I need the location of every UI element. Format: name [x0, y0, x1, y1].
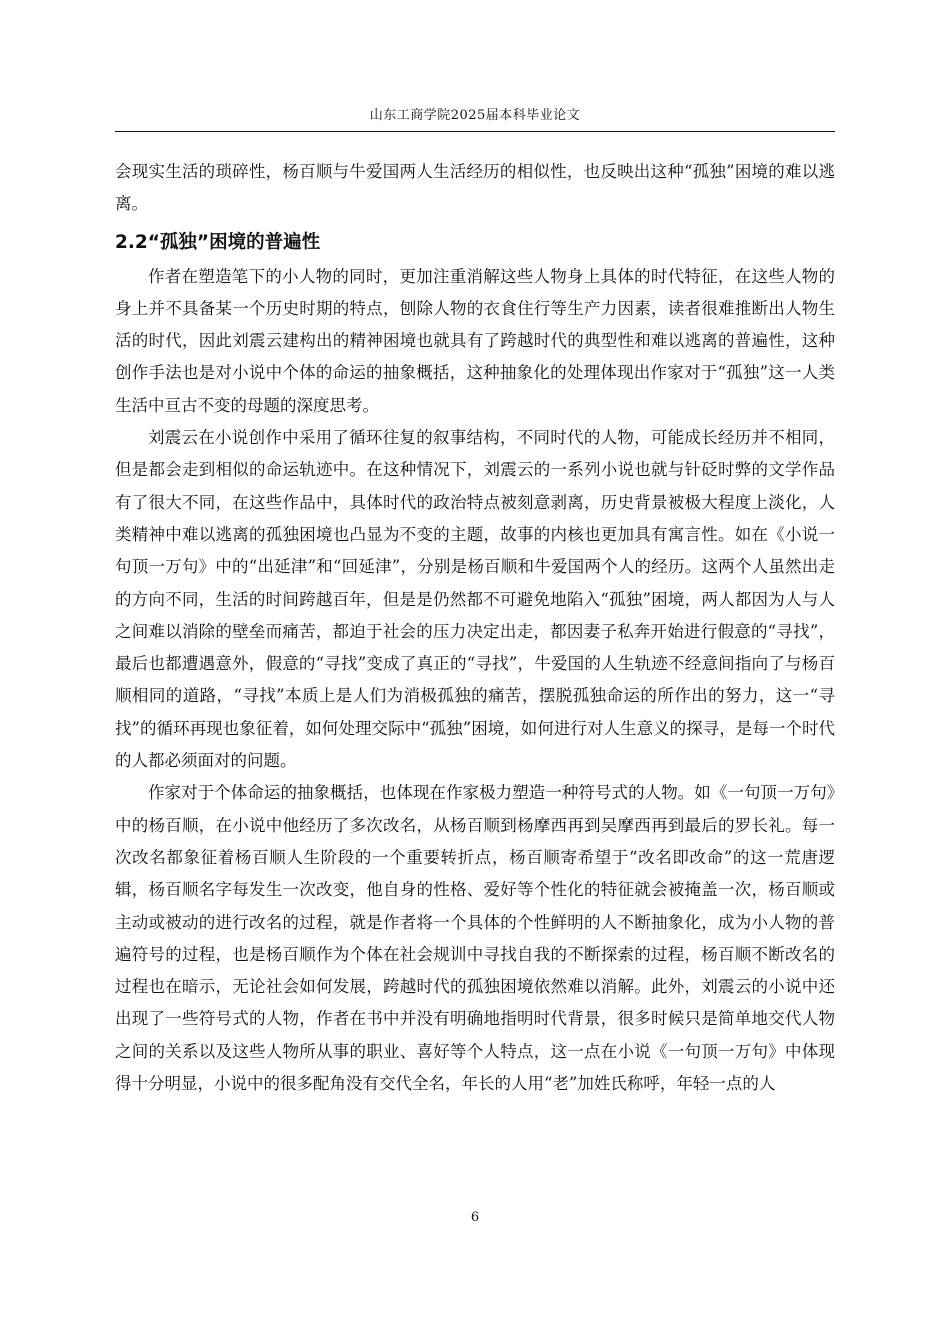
paragraph-3: 作家对于个体命运的抽象概括，也体现在作家极力塑造一种符号式的人物。如《一句顶一万句》中的杨百顺，在小说中他经历了多次改名，从杨百顺到杨摩西再到吴摩西再到最后的罗长礼。每一次改名都象征着杨百顺人生阶段的一个重要转折点，杨百顺寄希望于“改名即改命”的这一荒唐逻辑，杨百顺名字每发生一次改变，他自身的性格、爱好等个性化的特征就会被掩盖一次，杨百顺或主动或被动的进行改名的过程，就是作者将一个具体的个性鲜明的人不断抽象化，成为小人物的普遍符号的过程，也是杨百顺作为个体在社会规训中寻找自我的不断探索的过程，杨百顺不断改名的过程也在暗示，无论社会如何发展，跨越时代的孤独困境依然难以消解。此外，刘震云的小说中还出现了一些符号式的人物，作者在书中并没有明确地指明时代背景，很多时候只是简单地交代人物之间的关系以及这些人物所从事的职业、喜好等个人特点，这一点在小说《一句顶一万句》中体现得十分明显，小说中的很多配角没有交代全名，年长的人用“老”加姓氏称呼，年轻一点的人 — [115, 783, 835, 1094]
paragraph-2: 刘震云在小说创作中采用了循环往复的叙事结构，不同时代的人物，可能成长经历并不相同，但是都会走到相似的命运轨迹中。在这种情况下，刘震云的一系列小说也就与针砭时弊的文学作品有了很大不同，在这些作品中，具体时代的政治特点被刻意剥离，历史背景被极大程度上淡化，人类精神中难以逃离的孤独困境也凸显为不变的主题，故事的内核也更加具有寓言性。如在《小说一句顶一万句》中的“出延津”和“回延津”，分别是杨百顺和牛爱国两个人的经历。这两个人虽然出走的方向不同，生活的时间跨越百年，但是是仍然都不可避免地陷入“孤独”困境，两人都因为人与人之间难以消除的壁垒而痛苦，都迫于社会的压力决定出走，都因妻子私奔开始进行假意的“寻找”，最后也都遭遇意外，假意的“寻找”变成了真正的“寻找”，牛爱国的人生轨迹不经意间指向了与杨百顺相同的道路，“寻找”本质上是人们为消极孤独的痛苦，摆脱孤独命运的所作出的努力，这一“寻找”的循环再现也象征着，如何处理交际中“孤独”困境，如何进行对人生意义的探寻，是每一个时代的人都必须面对的问题。 — [115, 428, 835, 771]
header-rule — [115, 131, 835, 132]
body-text — [115, 156, 835, 1100]
page-number: 6 — [470, 1210, 480, 1225]
section-heading: 2.2“孤独”困境的普遍性 — [115, 231, 321, 253]
continuation-paragraph: 会现实生活的琐碎性，杨百顺与牛爱国两人生活经历的相似性，也反映出这种“孤独”困境的难以逃离。 — [115, 162, 835, 214]
running-header: 山东工商学院2025届本科毕业论文 — [369, 108, 581, 123]
paragraph-1: 作者在塑造笔下的小人物的同时，更加注重消解这些人物身上具体的时代特征，在这些人物的身上并不具备某一个历史时期的特点，刨除人物的衣食住行等生产力因素，读者很难推断出人物生活的时代，因此刘震云建构出的精神困境也就具有了跨越时代的典型性和难以逃离的普遍性，这种创作手法也是对小说中个体的命运的抽象概括，这种抽象化的处理体现出作家对于“孤独”这一人类生活中亘古不变的母题的深度思考。 — [115, 266, 835, 415]
